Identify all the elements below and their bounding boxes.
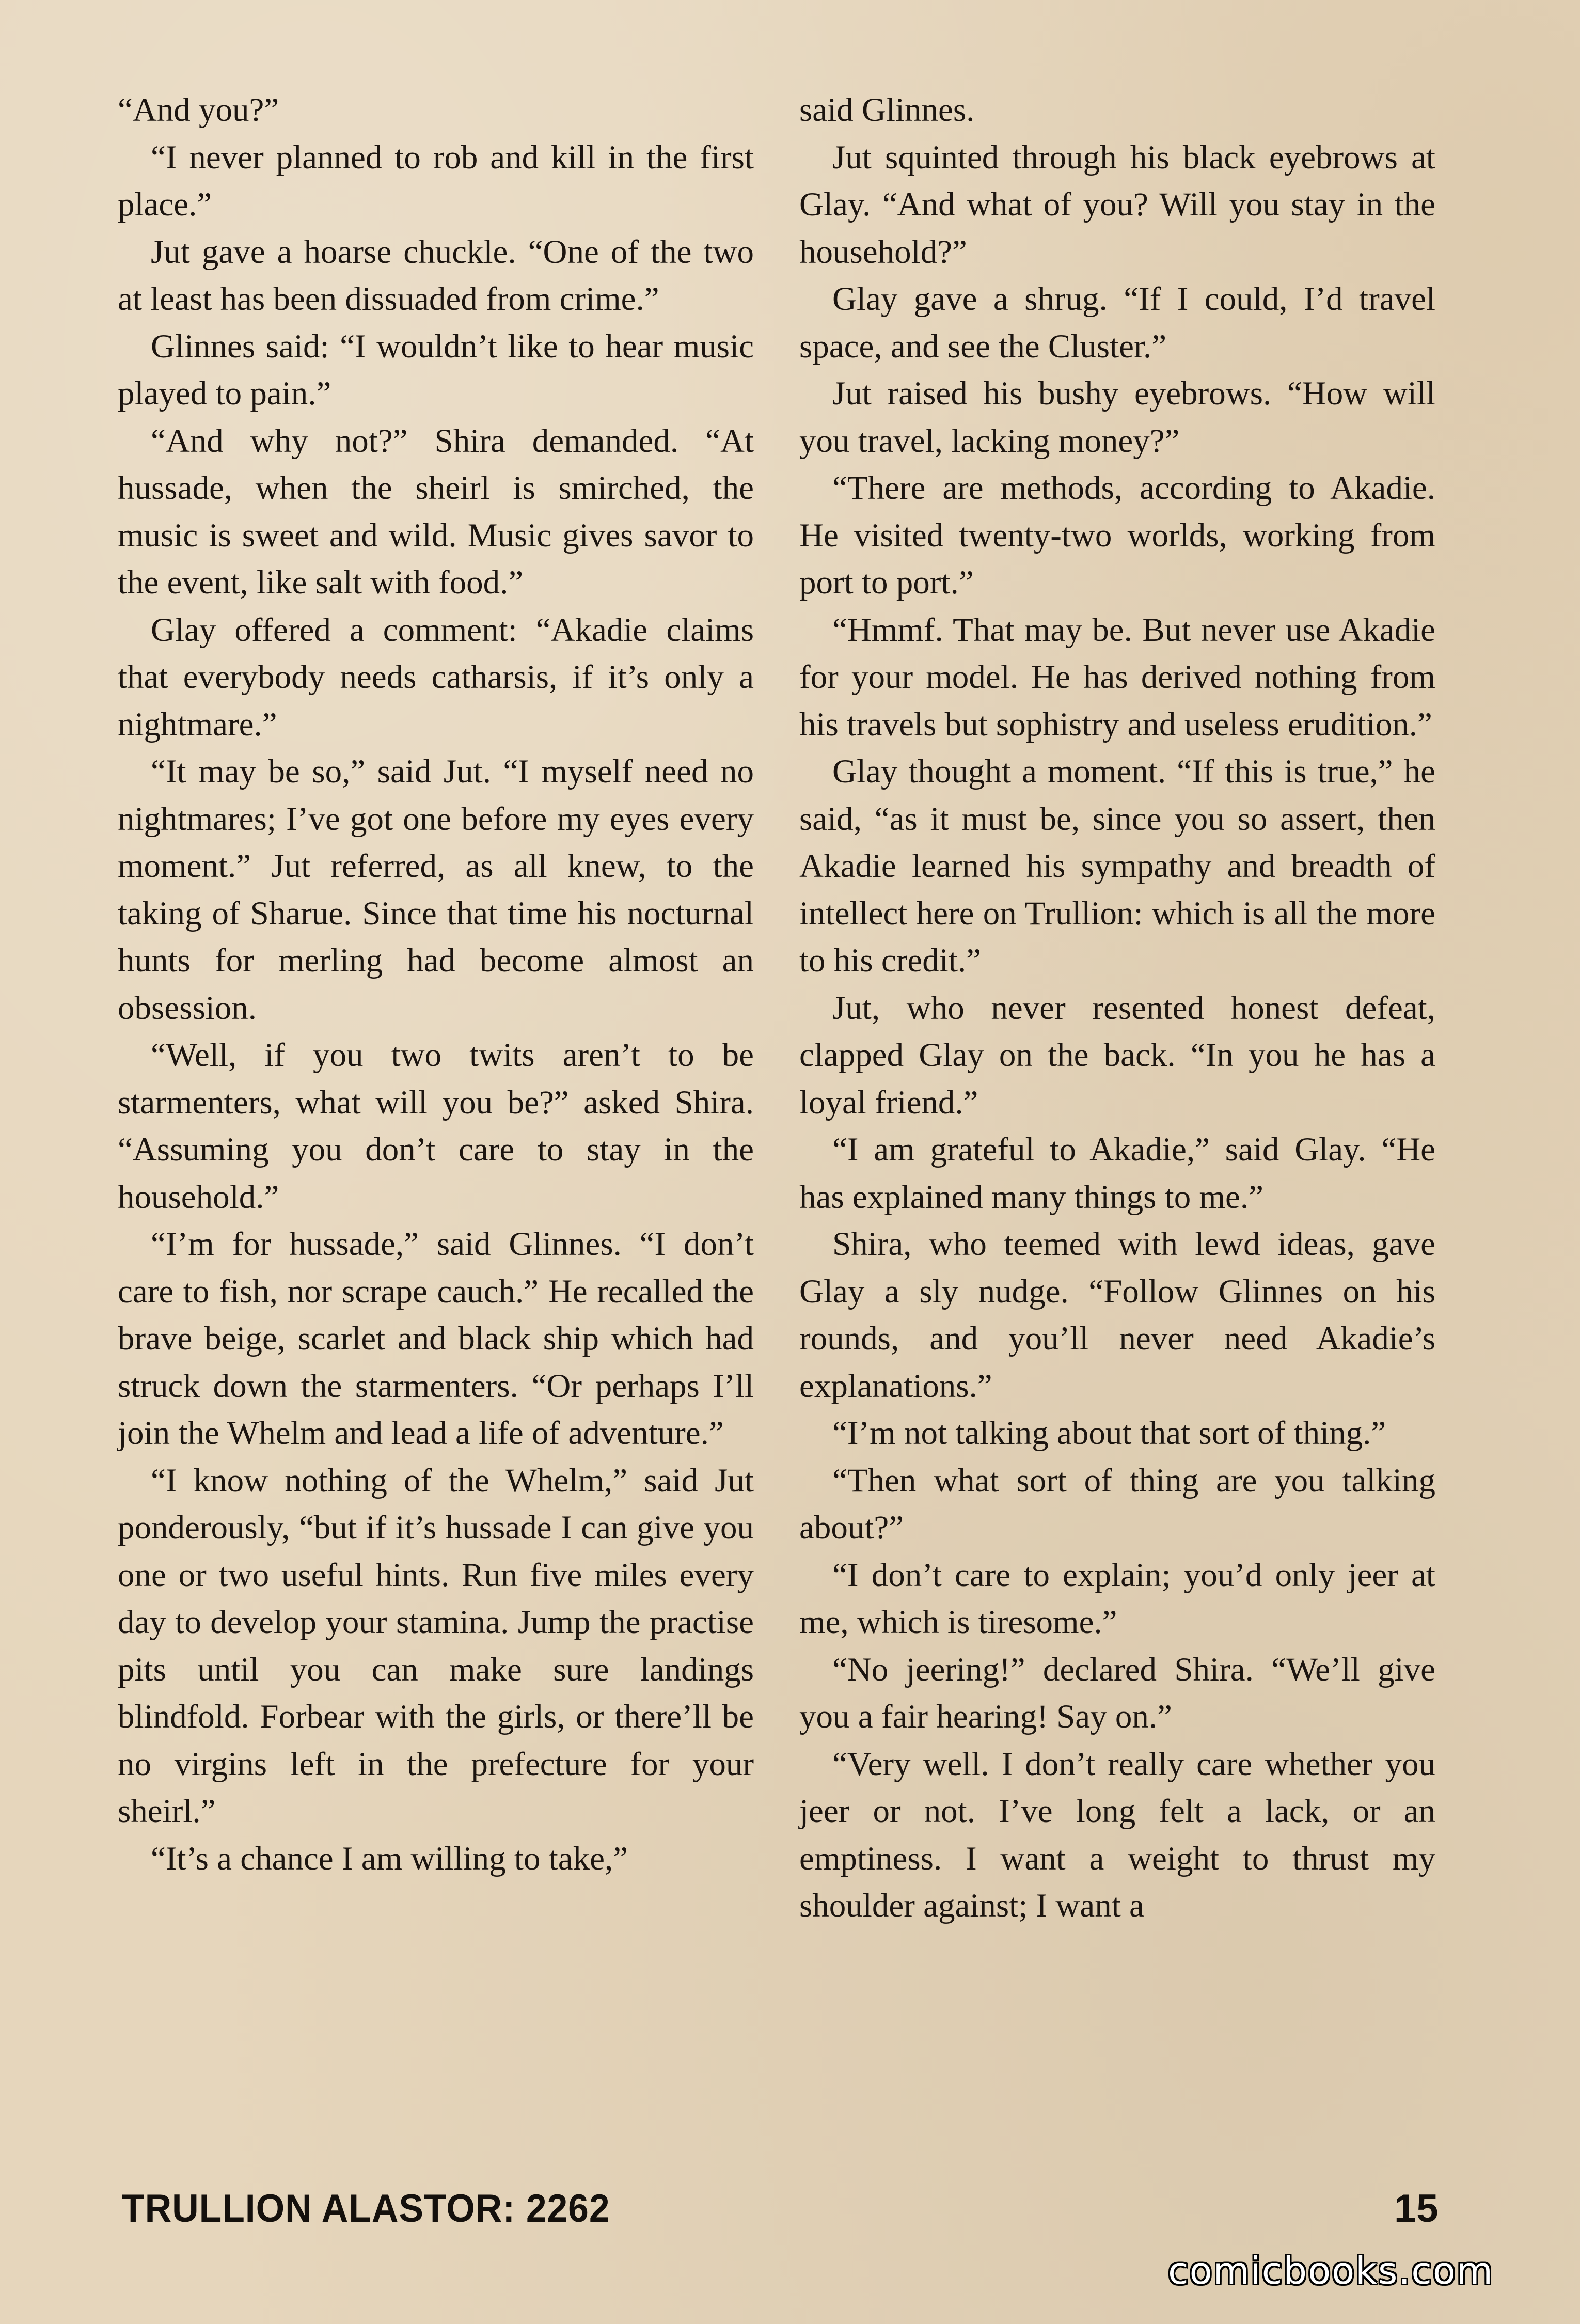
paragraph: “And why not?” Shira demanded. “At hussade, when the sheirl is smirched, the music is sweet and wild. Music gives savor to the event, like salt with food.” xyxy=(118,422,754,601)
paragraph: Jut, who never resented honest defeat, clapped Glay on the back. “In you he has a loyal friend.” xyxy=(799,989,1435,1121)
paragraph: Glay thought a moment. “If this is true,” he said, “as it must be, since you so assert, then Akadie learned his sympathy and breadth of intellect here on Trullion: which is all the more to his credit.” xyxy=(799,753,1435,979)
right-text-column xyxy=(799,87,1435,1930)
paragraph: Jut squinted through his black eyebrows at Glay. “And what of you? Will you stay in the household?” xyxy=(799,138,1435,271)
paragraph: “I never planned to rob and kill in the first place.” xyxy=(118,138,754,223)
paragraph: “I’m not talking about that sort of thing.” xyxy=(832,1415,1386,1452)
page-number: 15 xyxy=(1394,2187,1439,2231)
paragraph: “And you?” xyxy=(118,91,279,129)
paragraph: Glinnes said: “I wouldn’t like to hear music played to pain.” xyxy=(118,327,754,412)
paragraph-continuation: said Glinnes. xyxy=(799,91,975,129)
paragraph: “It’s a chance I am willing to take,” xyxy=(151,1840,628,1877)
paragraph: “Then what sort of thing are you talking about?” xyxy=(799,1462,1435,1546)
paragraph: “Hmmf. That may be. But never use Akadie for your model. He has derived nothing from his travels but sophistry and useless erudition.” xyxy=(799,611,1435,743)
paragraph: “Well, if you two twits aren’t to be starmenters, what will you be?” asked Shira. “Assuming you don’t care to stay in the household.” xyxy=(118,1037,754,1216)
paragraph: “It may be so,” said Jut. “I myself need no nightmares; I’ve got one before my eyes every moment.” Jut referred, as all knew, to the taking of Sharue. Since that time his nocturnal hunts for merling had become almost an obsession. xyxy=(118,753,754,1027)
paragraph: “Very well. I don’t really care whether you jeer or not. I’ve long felt a lack, or an emptiness. I want a weight to thrust my shoulder against; I want a xyxy=(799,1745,1435,1924)
running-head: TRULLION ALASTOR: 2262 xyxy=(122,2187,610,2231)
paragraph: “I’m for hussade,” said Glinnes. “I don’t care to fish, nor scrape cauch.” He recalled the brave beige, scarlet and black ship which had struck down the starmenters. “Or perhaps I’ll join the Whelm and lead a life of adventure.” xyxy=(118,1226,754,1452)
paragraph: Glay gave a shrug. “If I could, I’d travel space, and see the Cluster.” xyxy=(799,280,1435,365)
paragraph: “No jeering!” declared Shira. “We’ll give you a fair hearing! Say on.” xyxy=(799,1651,1435,1735)
paragraph: “I don’t care to explain; you’d only jeer at me, which is tiresome.” xyxy=(799,1556,1435,1641)
paragraph: “I know nothing of the Whelm,” said Jut ponderously, “but if it’s hussade I can give you one or two useful hints. Run five miles every day to develop your stamina. Jump the practise pits until you can make sure landings blindfold. Forbear with the girls, or there’ll be no virgins left in the prefecture for your sheirl.” xyxy=(118,1462,754,1830)
paragraph: Shira, who teemed with lewd ideas, gave Glay a sly nudge. “Follow Glinnes on his rounds, and you’ll never need Akadie’s explanations.” xyxy=(799,1226,1435,1405)
paragraph: Glay offered a comment: “Akadie claims that everybody needs catharsis, if it’s only a nightmare.” xyxy=(118,611,754,743)
watermark: comicbooks.com xyxy=(1168,2249,1494,2292)
paragraph: “There are methods, according to Akadie. He visited twenty-two worlds, working from port to port.” xyxy=(799,469,1435,601)
paragraph: Jut raised his bushy eyebrows. “How will you travel, lacking money?” xyxy=(799,375,1435,460)
left-text-column xyxy=(118,87,754,1882)
paragraph: “I am grateful to Akadie,” said Glay. “He has explained many things to me.” xyxy=(799,1131,1435,1216)
paragraph: Jut gave a hoarse chuckle. “One of the two at least has been dissuaded from crime.” xyxy=(118,233,754,318)
